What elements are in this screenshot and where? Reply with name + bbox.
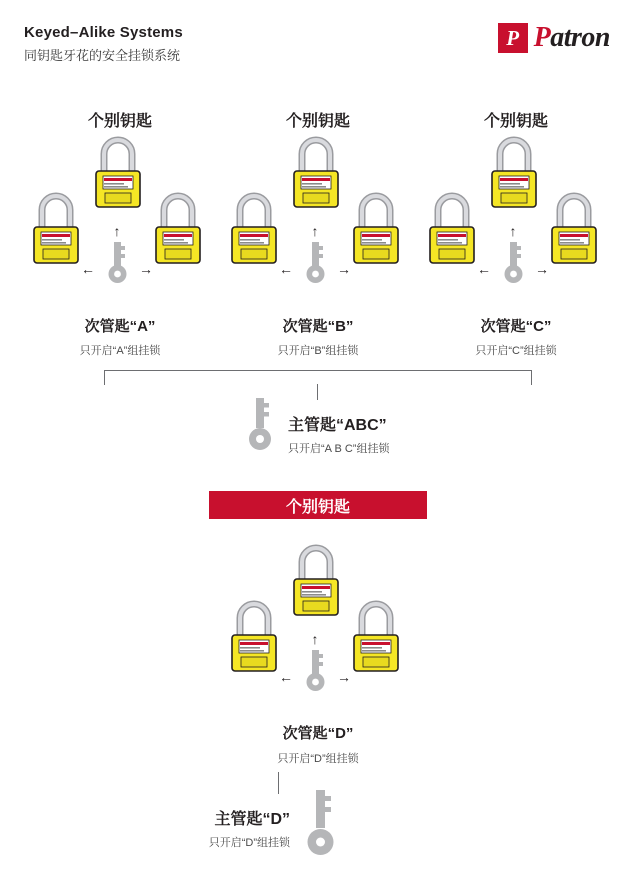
- arrow-right-icon: →: [139, 261, 153, 277]
- sub-master-d-desc: 只开启“D”组挂锁: [277, 753, 359, 765]
- padlock-icon: [156, 196, 200, 263]
- sub-master-c-desc: 只开启“C”组挂锁: [475, 345, 557, 357]
- key-icon: [307, 242, 325, 283]
- arrow-up-icon: ↑: [311, 223, 319, 239]
- group-a-heading: 个别钥匙: [87, 113, 152, 130]
- sub-master-b-title: 次管匙“B”: [282, 318, 354, 335]
- padlock-icon: [354, 196, 398, 263]
- sub-master-b-desc: 只开启“B”组挂锁: [277, 345, 359, 357]
- padlock-icon: [294, 548, 338, 615]
- logo-wordmark: [534, 22, 610, 54]
- bracket-abc: [104, 370, 532, 385]
- section-banner-label: 个别钥匙: [285, 498, 350, 516]
- page-header: [0, 0, 634, 78]
- section-banner-individual-key: [209, 491, 427, 519]
- padlock-icon: [232, 196, 276, 263]
- padlock-icon: [492, 140, 536, 207]
- group-c-heading: 个别钥匙: [483, 113, 548, 130]
- master-abc-desc: 只开启“A B C”组挂锁: [288, 443, 390, 455]
- bracket-d: [278, 772, 359, 784]
- padlock-icon: [96, 140, 140, 207]
- arrow-left-icon: ←: [477, 261, 491, 277]
- bracket-d-drop: [278, 772, 279, 794]
- sub-master-a-title: 次管匙“A”: [84, 318, 156, 335]
- arrow-right-icon: →: [337, 261, 351, 277]
- arrow-left-icon: ←: [279, 669, 293, 685]
- logo-mark-letter: P: [506, 25, 520, 50]
- arrow-up-icon: ↑: [113, 223, 121, 239]
- master-d-desc: 只开启“D”组挂锁: [208, 837, 290, 849]
- lock-cluster-c: [416, 132, 616, 322]
- padlock-icon: [294, 140, 338, 207]
- group-b-heading: 个别钥匙: [285, 113, 350, 130]
- sub-master-c-title: 次管匙“C”: [480, 318, 552, 335]
- brand-logo: [498, 22, 610, 54]
- padlock-icon: [430, 196, 474, 263]
- logo-wordmark-text: atron: [550, 22, 610, 53]
- master-key-abc-icon: [243, 398, 279, 454]
- master-d-title: 主管匙“D”: [214, 811, 290, 828]
- padlock-icon: [552, 196, 596, 263]
- logo-mark-icon: [498, 23, 528, 53]
- key-icon: [307, 650, 325, 691]
- padlock-icon: [354, 604, 398, 671]
- arrow-right-icon: →: [337, 669, 351, 685]
- padlock-icon: [34, 196, 78, 263]
- bracket-abc-drop: [317, 384, 318, 400]
- arrow-up-icon: ↑: [509, 223, 517, 239]
- arrow-left-icon: ←: [279, 261, 293, 277]
- lock-cluster-a: [20, 132, 220, 322]
- lock-cluster-b: [218, 132, 418, 322]
- arrow-right-icon: →: [535, 261, 549, 277]
- sub-master-d-title: 次管匙“D”: [282, 725, 354, 742]
- master-abc-title: 主管匙“ABC”: [288, 417, 387, 434]
- page-title-en: Keyed–Alike Systems: [24, 24, 183, 41]
- page-title-cn: 同钥匙牙花的安全挂锁系统: [24, 48, 181, 63]
- master-key-d-icon: [300, 790, 344, 862]
- arrow-up-icon: ↑: [311, 631, 319, 647]
- key-icon: [505, 242, 523, 283]
- padlock-icon: [232, 604, 276, 671]
- logo-wordmark-prefix: P: [533, 22, 551, 53]
- key-icon: [109, 242, 127, 283]
- lock-cluster-d: [218, 540, 418, 730]
- sub-master-a-desc: 只开启“A”组挂锁: [79, 345, 161, 357]
- arrow-left-icon: ←: [81, 261, 95, 277]
